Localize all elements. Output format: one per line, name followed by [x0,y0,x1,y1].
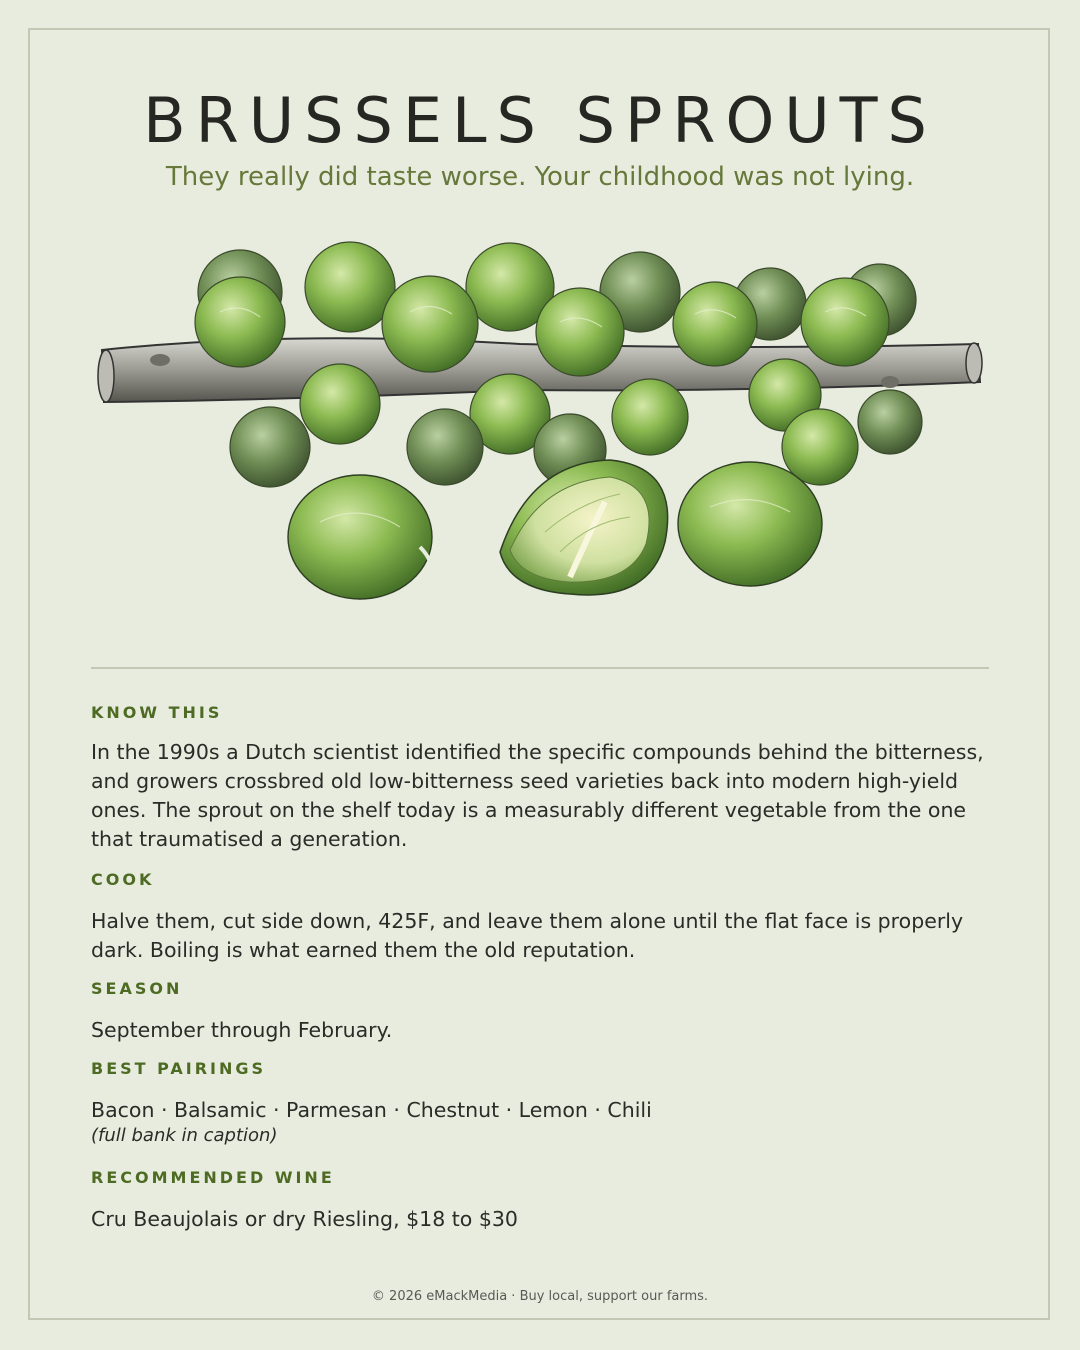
pairings-label: BEST PAIRINGS [91,1059,267,1078]
season-label: SEASON [91,979,183,998]
page-title: BRUSSELS SPROUTS [143,84,937,157]
pairings-note: (full bank in caption) [91,1125,278,1146]
cook-label: COOK [91,870,155,889]
page-subtitle: They really did taste worse. Your childhood was not lying. [165,162,915,192]
wine-label: RECOMMENDED WINE [91,1168,335,1187]
cook-text: Halve them, cut side down, 425F, and leave them alone until the flat face is properly dark. Boiling is what earned them the old reputation. [91,909,964,962]
footer-copyright: © 2026 eMackMedia · Buy local, support our farms. [371,1289,709,1304]
know-this-text: In the 1990s a Dutch scientist identified the specific compounds behind the bitterness, and growers crossbred old low-bitterness seed varieties back into modern high-yield ones. The sprout on the shelf today is a measurably different vegetable from the one that traumatised a generation. [91,740,984,851]
season-section [91,979,991,1045]
pairings-section [91,1059,991,1147]
brussels-sprouts-stalk-illustration [90,232,990,622]
halved-sprout [500,460,668,595]
section-divider [91,667,989,669]
cook-section [91,870,991,965]
season-text: September through February. [91,1018,393,1042]
pairings-text: Bacon · Balsamic · Parmesan · Chestnut · Lemon · Chili [91,1098,652,1122]
wine-section [91,1168,991,1234]
wine-text: Cru Beaujolais or dry Riesling, $18 to $30 [91,1207,518,1231]
know-this-label: KNOW THIS [91,703,223,722]
know-this-section [91,703,991,854]
